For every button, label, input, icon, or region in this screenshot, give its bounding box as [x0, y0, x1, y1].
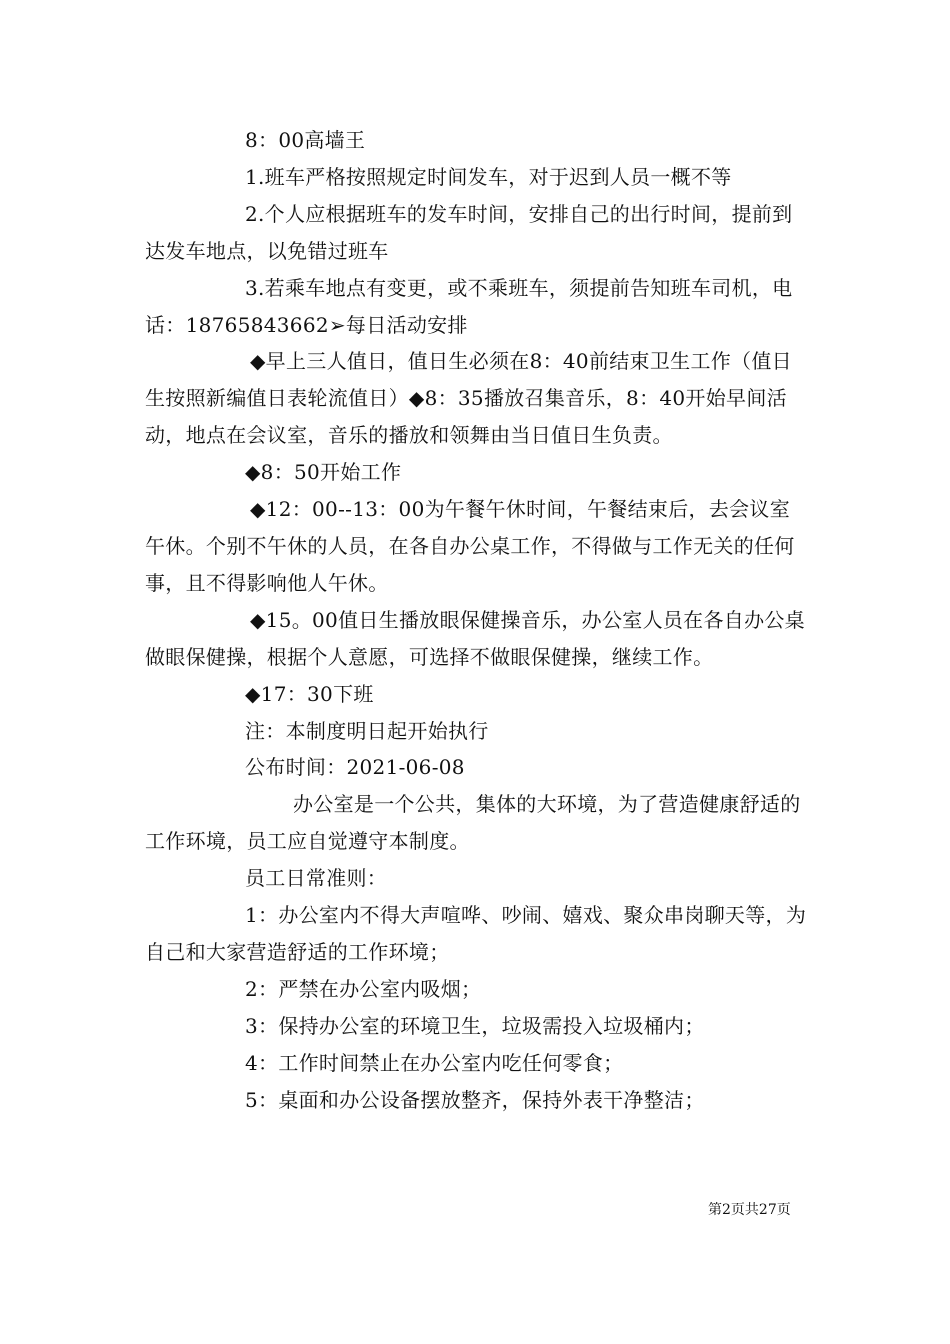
paragraph-bus-rule-3: 3.若乘车地点有变更，或不乘班车，须提前告知班车司机，电话：18765843662➢每日活动安排: [145, 275, 793, 337]
paragraph-start-work: ◆8：50开始工作: [245, 460, 402, 485]
page-number-footer: 第2页共27页: [708, 1202, 791, 1218]
paragraph-publish-date: 公布时间：2021-06-08: [245, 755, 465, 780]
paragraph-bus-rule-1: 1.班车严格按照规定时间发车，对于迟到人员一概不等: [245, 164, 732, 189]
paragraph-rule-3: 3：保持办公室的环境卫生，垃圾需投入垃圾桶内；: [245, 1013, 705, 1038]
paragraph-rules-heading: 员工日常准则：: [245, 866, 388, 891]
paragraph-note: 注：本制度明日起开始执行: [245, 718, 489, 743]
document-body: [145, 122, 807, 1118]
paragraph-schedule-time: 8：00高墙王: [245, 128, 366, 152]
paragraph-lunch-break: ◆12：00--13：00为午餐午休时间，午餐结束后，去会议室午休。个别不午休的人员，在各自办公桌工作，不得做与工作无关的任何事，且不得影响他人午休。: [145, 497, 795, 595]
paragraph-bus-rule-2: 2.个人应根据班车的发车时间，安排自己的出行时间，提前到达发车地点，以免错过班车: [145, 201, 793, 263]
paragraph-rule-5: 5：桌面和办公设备摆放整齐，保持外表干净整洁；: [245, 1087, 705, 1112]
paragraph-rule-1: 1：办公室内不得大声喧哗、吵闹、嬉戏、聚众串岗聊天等，为自己和大家营造舒适的工作环境；: [145, 903, 807, 964]
paragraph-rule-4: 4：工作时间禁止在办公室内吃任何零食；: [245, 1050, 624, 1075]
paragraph-eye-exercise: ◆15。00值日生播放眼保健操音乐，办公室人员在各自办公桌做眼保健操，根据个人意愿，可选择不做眼保健操，继续工作。: [145, 607, 805, 669]
paragraph-morning-duty: ◆早上三人值日，值日生必须在8：40前结束卫生工作（值日生按照新编值日表轮流值日）◆8：35播放召集音乐，8：40开始早间活动，地点在会议室，音乐的播放和领舞由当日值日生负责。: [145, 349, 792, 448]
paragraph-office-intro: 办公室是一个公共，集体的大环境，为了营造健康舒适的工作环境，员工应自觉遵守本制度。: [145, 792, 801, 854]
paragraph-rule-2: 2：严禁在办公室内吸烟；: [245, 976, 482, 1001]
paragraph-end-work: ◆17：30下班: [245, 681, 374, 706]
